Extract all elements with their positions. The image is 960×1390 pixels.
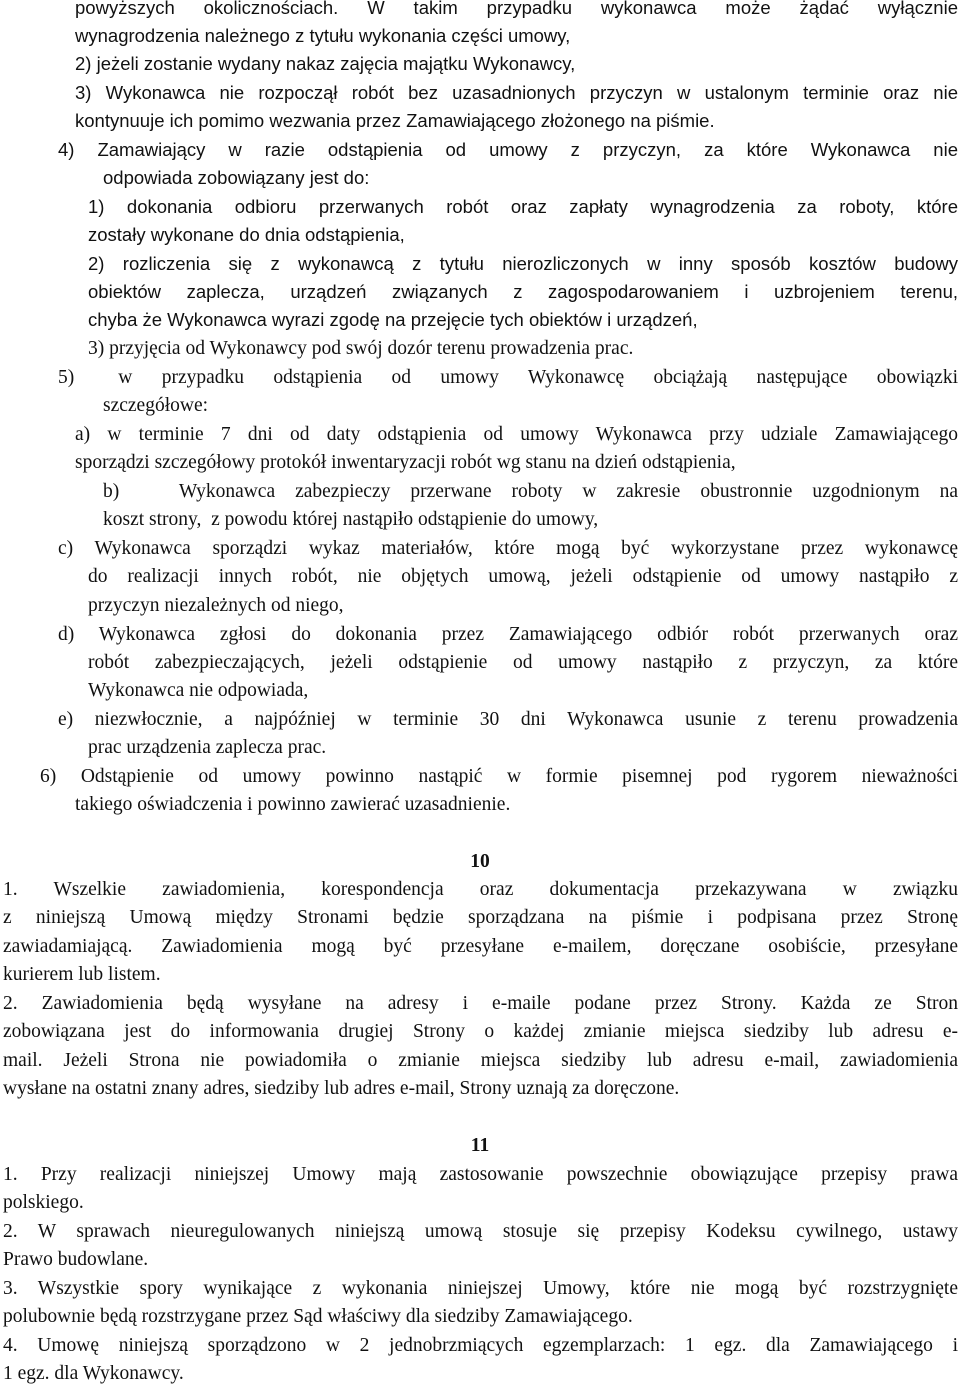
text-line: szczegółowe:: [103, 395, 209, 416]
section-heading: 11: [470, 1135, 490, 1156]
text-line: obiektów zaplecza, urządzeń związanych z zagospodarowaniem i uzbrojeniem terenu,: [88, 281, 958, 302]
text-line: 1. Wszelkie zawiadomienia, korespondencja oraz dokumentacja przekazywana w związku: [3, 879, 958, 900]
text-line: 2) jeżeli zostanie wydany nakaz zajęcia majątku Wykonawcy,: [75, 53, 576, 74]
text-line: 3) Wykonawca nie rozpoczął robót bez uzasadnionych przyczyn w ustalonym terminie oraz nie: [75, 82, 958, 103]
text-line: chyba że Wykonawca wyrazi zgodę na przejęcie tych obiektów i urządzeń,: [88, 309, 698, 330]
text-line: polskiego.: [3, 1192, 84, 1213]
text-line: kurierem lub listem.: [3, 964, 161, 985]
text-line: z niniejszą Umową między Stronami będzie sporządzana na piśmie i podpisana przez Stronę: [3, 907, 958, 928]
text-line: 1) dokonania odbioru przerwanych robót oraz zapłaty wynagrodzenia za roboty, które: [88, 196, 958, 217]
text-line: prac urządzenia zaplecza prac.: [88, 737, 327, 758]
text-line: Prawo budowlane.: [3, 1249, 149, 1270]
text-line: a) w terminie 7 dni od daty odstąpienia od umowy Wykonawca przy udziale Zamawiającego: [75, 424, 958, 445]
text-line: mail. Jeżeli Strona nie powiadomiła o zmianie miejsca siedziby lub adresu e-mail, zawiadomienia: [3, 1050, 958, 1071]
text-line: c) Wykonawca sporządzi wykaz materiałów, które mogą być wykorzystane przez wykonawcę: [58, 538, 958, 559]
text-line: 4) Zamawiający w razie odstąpienia od umowy z przyczyn, za które Wykonawca nie: [58, 139, 958, 160]
text-line: 6) Odstąpienie od umowy powinno nastąpić w formie pisemnej pod rygorem nieważności: [40, 766, 958, 787]
text-line: e) niezwłocznie, a najpóźniej w terminie 30 dni Wykonawca usunie z terenu prowadzenia: [58, 709, 958, 730]
text-line: zostały wykonane do dnia odstąpienia,: [88, 224, 405, 245]
text-line: 5) w przypadku odstąpienia od umowy Wykonawcę obciążają następujące obowiązki: [58, 367, 958, 388]
text-line: 3) przyjęcia od Wykonawcy pod swój dozór terenu prowadzenia prac.: [88, 338, 634, 359]
text-line: 1 egz. dla Wykonawcy.: [3, 1363, 184, 1384]
text-line: wysłane na ostatni znany adres, siedziby lub adres e-mail, Strony uznają za doręczone.: [3, 1078, 680, 1099]
text-line: 2) rozliczenia się z wykonawcą z tytułu nierozliczonych w inny sposób kosztów budowy: [88, 253, 958, 274]
text-line: kontynuuje ich pomimo wezwania przez Zamawiającego złożonego na piśmie.: [75, 110, 715, 131]
text-line: przyczyn niezależnych od niego,: [88, 595, 344, 616]
text-line: d) Wykonawca zgłosi do dokonania przez Zamawiającego odbiór robót przerwanych oraz: [58, 624, 958, 645]
section-heading: 10: [470, 851, 490, 872]
text-line: robót zabezpieczających, jeżeli odstąpienie od umowy nastąpiło z przyczyn, za które: [88, 652, 958, 673]
text-line: 4. Umowę niniejszą sporządzono w 2 jednobrzmiących egzemplarzach: 1 egz. dla Zamawiającego i: [3, 1335, 958, 1356]
text-line: polubownie będą rozstrzygane przez Sąd właściwy dla siedziby Zamawiającego.: [3, 1306, 633, 1327]
text-line: 3. Wszystkie spory wynikające z wykonania niniejszej Umowy, które nie mogą być rozstrzygnięte: [3, 1278, 958, 1299]
text-line: wynagrodzenia należnego z tytułu wykonania części umowy,: [75, 25, 571, 46]
text-line: do realizacji innych robót, nie objętych umową, jeżeli odstąpienie od umowy nastąpiło z: [88, 566, 958, 587]
text-line: sporządzi szczegółowy protokół inwentaryzacji robót wg stanu na dzień odstąpienia,: [75, 452, 736, 473]
text-line: koszt strony, z powodu której nastąpiło odstąpienie do umowy,: [103, 509, 599, 530]
text-line: takiego oświadczenia i powinno zawierać uzasadnienie.: [75, 794, 511, 815]
text-line: odpowiada zobowiązany jest do:: [103, 167, 370, 188]
text-line: 2. W sprawach nieuregulowanych niniejszą umową stosuje się przepisy Kodeksu cywilnego, ustawy: [3, 1221, 958, 1242]
text-line: Wykonawca nie odpowiada,: [88, 680, 309, 701]
text-line: 2. Zawiadomienia będą wysyłane na adresy i e-maile podane przez Strony. Każda ze Stron: [3, 993, 958, 1014]
text-line: zawiadamiającą. Zawiadomienia mogą być przesyłane e-mailem, doręczane osobiście, przesyłane: [3, 936, 958, 957]
text-line: zobowiązana jest do informowania drugiej Strony o każdej zmianie miejsca siedziby lub adresu e-: [3, 1021, 958, 1042]
text-line: 1. Przy realizacji niniejszej Umowy mają zastosowanie powszechnie obowiązujące przepisy prawa: [3, 1164, 958, 1185]
text-line: b) Wykonawca zabezpieczy przerwane roboty w zakresie obustronnie uzgodnionym na: [103, 481, 958, 502]
text-line: powyższych okolicznościach. W takim przypadku wykonawca może żądać wyłącznie: [75, 0, 958, 18]
